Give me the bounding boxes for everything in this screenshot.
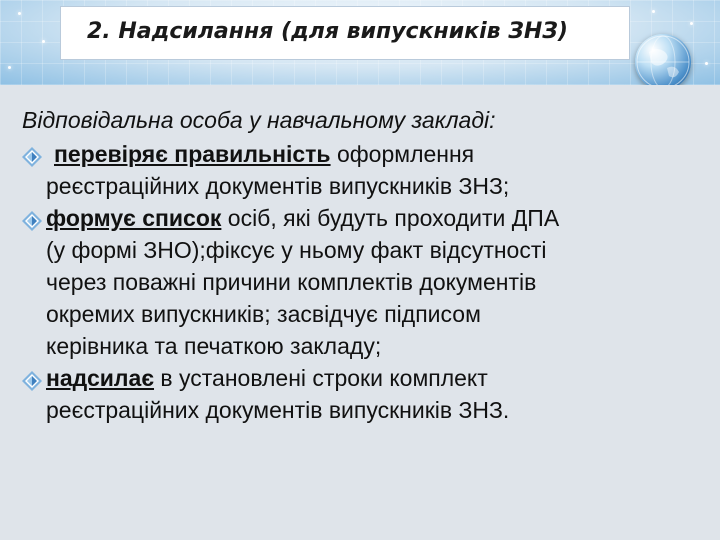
bullet-text: через поважні причини комплектів документів bbox=[46, 269, 537, 295]
sparkle-decoration bbox=[18, 12, 21, 15]
sparkle-decoration bbox=[652, 10, 655, 13]
bullet-text: осіб, які будуть проходити ДПА bbox=[221, 205, 560, 231]
sparkle-decoration bbox=[42, 40, 45, 43]
header-banner bbox=[0, 0, 720, 85]
bullet-text: реєстраційних документів випускників ЗНЗ. bbox=[46, 397, 510, 423]
bullet-item bbox=[22, 138, 702, 202]
sparkle-decoration bbox=[8, 66, 11, 69]
bullet-keyword: надсилає bbox=[46, 365, 155, 391]
diamond-arrow-bullet-icon bbox=[22, 371, 42, 391]
bullet-text: окремих випускників; засвідчує підписом bbox=[46, 301, 481, 327]
bullet-text: (у формі ЗНО);фіксує у ньому факт відсутності bbox=[46, 237, 547, 263]
intro-text: Відповідальна особа у навчальному закладі: bbox=[22, 107, 496, 133]
bullet-keyword: формує список bbox=[46, 205, 222, 231]
diamond-arrow-bullet-icon bbox=[22, 147, 42, 167]
bullet-text: в установлені строки комплект bbox=[154, 365, 488, 391]
slide-title: 2. Надсилання (для випускників ЗНЗ) bbox=[87, 19, 568, 44]
bullet-item bbox=[22, 362, 702, 426]
bullet-text: реєстраційних документів випускників ЗНЗ; bbox=[46, 173, 510, 199]
title-box bbox=[60, 6, 630, 60]
bullet-text: керівника та печаткою закладу; bbox=[46, 333, 382, 359]
sparkle-decoration bbox=[705, 62, 708, 65]
bullet-text: оформлення bbox=[330, 141, 475, 167]
bullet-keyword: перевіряє правильність bbox=[54, 141, 331, 167]
globe-icon bbox=[635, 34, 691, 85]
slide-content bbox=[22, 104, 702, 426]
sparkle-decoration bbox=[690, 22, 693, 25]
bullet-item bbox=[22, 202, 702, 362]
diamond-arrow-bullet-icon bbox=[22, 211, 42, 231]
